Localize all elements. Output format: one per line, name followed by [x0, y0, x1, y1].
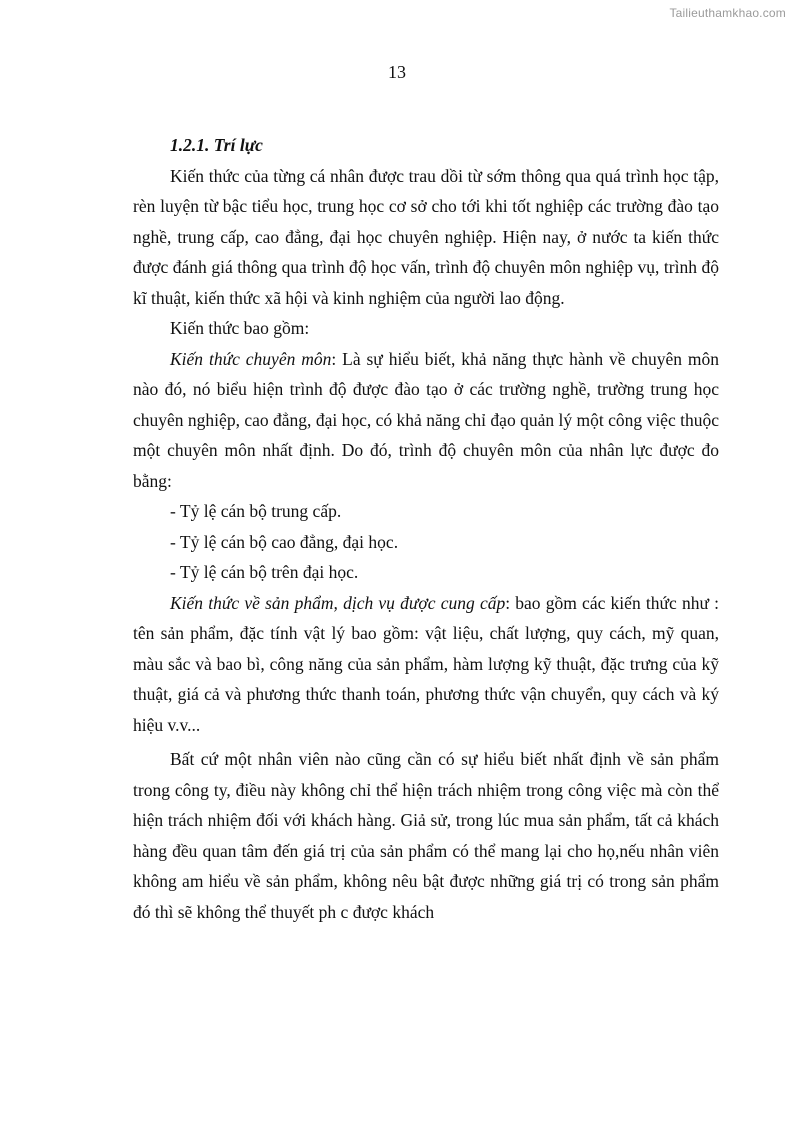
- paragraph-specialized-knowledge: [133, 344, 719, 497]
- paragraph-knowledge-intro: Kiến thức của từng cá nhân được trau dồi từ sớm thông qua quá trình học tập, rèn luyện từ bậc tiểu học, trung học cơ sở cho tới khi tốt nghiệp các trường đào tạo nghề, trung cấp, cao đẳng, đại học chuyên nghiệp. Hiện nay, ở nước ta kiến thức được đánh giá thông qua trình độ học vấn, trình độ chuyên môn nghiệp vụ, trình độ kĩ thuật, kiến thức xã hội và kinh nghiệm của người lao động.: [133, 165, 719, 308]
- list-item: - Tỷ lệ cán bộ trung cấp.: [170, 501, 342, 521]
- section-heading: 1.2.1. Trí lực: [170, 135, 263, 155]
- specialized-knowledge-text: : Là sự hiểu biết, khả năng thực hành về chuyên môn nào đó, nó biểu hiện trình độ được đào tạo ở các trường nghề, trường trung học chuyên nghiệp, cao đẳng, đại học, có khả năng chỉ đạo quản lý một công việc thuộc một chuyên môn nhất định. Do đó, trình độ chuyên môn của nhân lực được đo bằng:: [133, 348, 719, 491]
- list-item: - Tỷ lệ cán bộ cao đẳng, đại học.: [170, 531, 399, 552]
- paragraph-employee-understanding: Bất cứ một nhân viên nào cũng cần có sự hiểu biết nhất định về sản phẩm trong công ty, điều này không chỉ thể hiện trách nhiệm trong công việc mà còn thể hiện trách nhiệm đối với khách hàng. Giả sử, trong lúc mua sản phẩm, tất cả khách hàng đều quan tâm đến giá trị của sản phẩm có thể mang lại cho họ,nếu nhân viên không am hiểu về sản phẩm, không nêu bật được những giá trị có trong sản phẩm đó thì sẽ không thể thuyết ph c được khách: [133, 749, 719, 922]
- term-product-knowledge: Kiến thức về sản phẩm, dịch vụ được cung cấp: [170, 592, 506, 613]
- term-specialized-knowledge: Kiến thức chuyên môn: [170, 348, 332, 369]
- paragraph-knowledge-includes: Kiến thức bao gồm:: [170, 318, 310, 338]
- document-body: [133, 130, 719, 927]
- list-item: - Tỷ lệ cán bộ trên đại học.: [170, 562, 359, 582]
- product-knowledge-text: : bao gồm các kiến thức như : tên sản phẩm, đặc tính vật lý bao gồm: vật liệu, chất lượng, quy cách, mỹ quan, màu sắc và bao bì, công năng của sản phẩm, hàm lượng kỹ thuật, đặc trưng của kỹ thuật, giá cả và phương thức thanh toán, phương thức vận chuyển, quy cách và ký hiệu v.v...: [133, 592, 719, 735]
- watermark: Tailieuthamkhao.com: [669, 6, 786, 20]
- paragraph-product-knowledge: [133, 588, 719, 741]
- page-number: 13: [388, 62, 406, 82]
